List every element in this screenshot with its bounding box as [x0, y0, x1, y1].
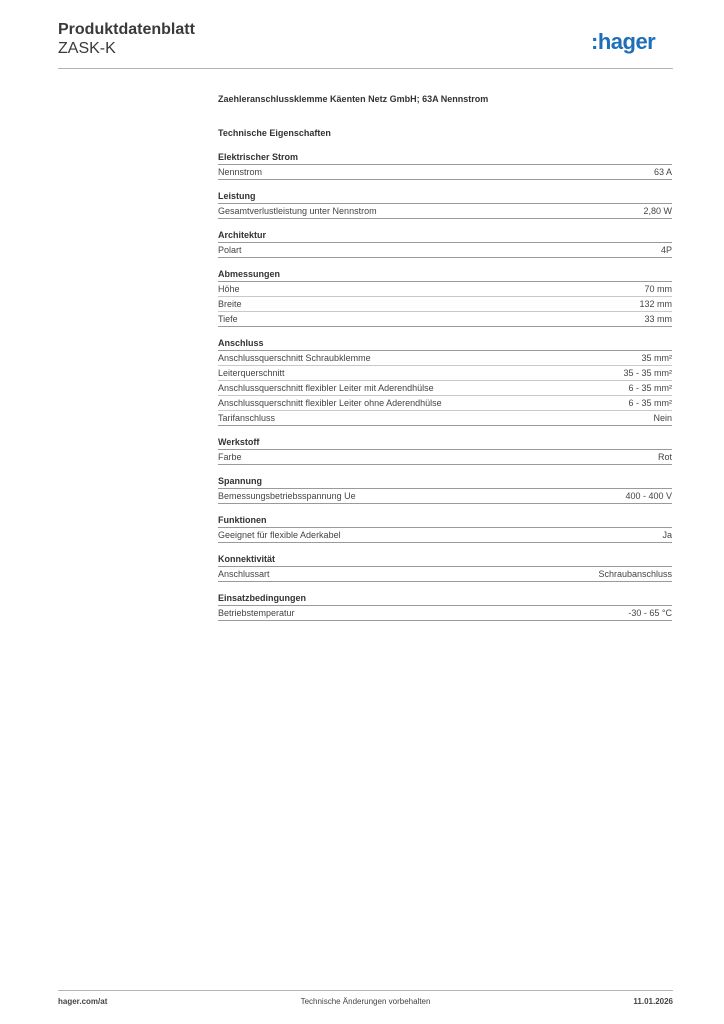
- property-row: [218, 528, 672, 543]
- property-value: Ja: [662, 530, 672, 540]
- property-value: 132 mm: [639, 299, 672, 309]
- group-title: Spannung: [218, 475, 672, 489]
- group-title: Einsatzbedingungen: [218, 592, 672, 606]
- property-group: [218, 475, 672, 504]
- property-group: [218, 337, 672, 426]
- property-group: [218, 268, 672, 327]
- group-title: Abmessungen: [218, 268, 672, 282]
- document-title: Produktdatenblatt: [58, 21, 195, 38]
- property-row: [218, 567, 672, 582]
- property-label: Leiterquerschnitt: [218, 368, 285, 378]
- footer-divider: [58, 990, 673, 991]
- property-row: [218, 489, 672, 504]
- header-divider: [58, 68, 673, 69]
- group-title: Architektur: [218, 229, 672, 243]
- product-code: ZASK-K: [58, 40, 116, 57]
- property-group: [218, 229, 672, 258]
- property-group: [218, 553, 672, 582]
- hager-logo: [591, 29, 673, 55]
- property-row: [218, 450, 672, 465]
- footer-website[interactable]: hager.com/at: [58, 997, 108, 1006]
- property-label: Tarifanschluss: [218, 413, 276, 423]
- property-label: Betriebstemperatur: [218, 608, 295, 618]
- group-title: Anschluss: [218, 337, 672, 351]
- page-header: [58, 20, 673, 58]
- property-row: [218, 204, 672, 219]
- property-value: Schraubanschluss: [598, 569, 672, 579]
- property-row: [218, 606, 672, 621]
- property-label: Anschlussquerschnitt Schraubklemme: [218, 353, 371, 363]
- property-label: Nennstrom: [218, 167, 263, 177]
- property-value: 35 mm²: [641, 353, 672, 363]
- property-value: Rot: [657, 452, 672, 462]
- datasheet-content: [218, 92, 672, 631]
- section-heading: Technische Eigenschaften: [218, 128, 331, 138]
- property-label: Polart: [218, 245, 242, 255]
- property-row: [218, 312, 672, 327]
- property-row: [218, 396, 672, 411]
- property-group: [218, 151, 672, 180]
- property-group: [218, 592, 672, 621]
- property-value: 35 - 35 mm²: [623, 368, 672, 378]
- property-label: Farbe: [218, 452, 242, 462]
- property-row: [218, 351, 672, 366]
- property-label: Anschlussquerschnitt flexibler Leiter ohne Aderendhülse: [218, 398, 442, 408]
- property-value: Nein: [653, 413, 672, 423]
- logo-wordmark: :hager: [591, 29, 656, 54]
- property-row: [218, 165, 672, 180]
- group-title: Funktionen: [218, 514, 672, 528]
- property-label: Bemessungsbetriebsspannung Ue: [218, 491, 356, 501]
- property-value: 2,80 W: [643, 206, 672, 216]
- property-row: [218, 243, 672, 258]
- property-row: [218, 381, 672, 396]
- property-label: Anschlussquerschnitt flexibler Leiter mit Aderendhülse: [218, 383, 434, 393]
- property-group: [218, 436, 672, 465]
- property-label: Anschlussart: [218, 569, 270, 579]
- property-value: 6 - 35 mm²: [628, 383, 672, 393]
- property-row: [218, 366, 672, 381]
- property-row: [218, 411, 672, 426]
- property-value: 400 - 400 V: [625, 491, 672, 501]
- property-row: [218, 297, 672, 312]
- property-groups: [218, 151, 672, 621]
- property-group: [218, 514, 672, 543]
- footer-disclaimer: Technische Änderungen vorbehalten: [300, 997, 431, 1006]
- property-value: 33 mm: [644, 314, 672, 324]
- group-title: Elektrischer Strom: [218, 151, 672, 165]
- property-value: -30 - 65 °C: [628, 608, 672, 618]
- group-title: Leistung: [218, 190, 672, 204]
- property-value: 6 - 35 mm²: [628, 398, 672, 408]
- property-group: [218, 190, 672, 219]
- property-row: [218, 282, 672, 297]
- property-label: Breite: [218, 299, 242, 309]
- property-value: 4P: [660, 245, 672, 255]
- property-value: 70 mm: [644, 284, 672, 294]
- group-title: Werkstoff: [218, 436, 672, 450]
- property-label: Geeignet für flexible Aderkabel: [218, 530, 341, 540]
- product-description: Zaehleranschlussklemme Käenten Netz GmbH; 63A Nennstrom: [218, 94, 489, 104]
- property-label: Gesamtverlustleistung unter Nennstrom: [218, 206, 377, 216]
- footer-date: 11.01.2026: [633, 997, 673, 1006]
- property-label: Höhe: [218, 284, 240, 294]
- property-label: Tiefe: [218, 314, 238, 324]
- property-value: 63 A: [653, 167, 672, 177]
- group-title: Konnektivität: [218, 553, 672, 567]
